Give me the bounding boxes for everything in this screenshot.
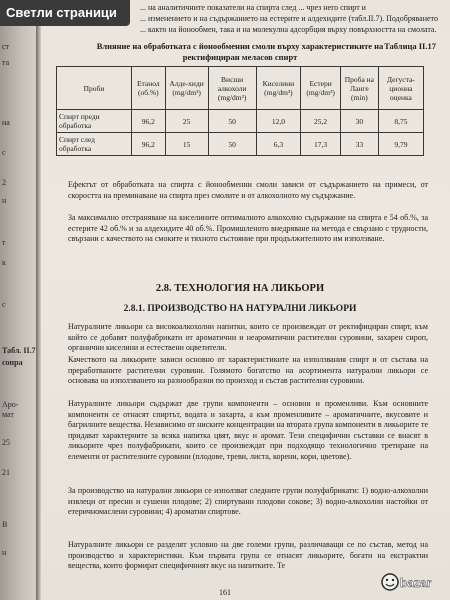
table-cell: 6,3 — [256, 133, 301, 156]
table-cell: 15 — [165, 133, 208, 156]
logo-text: bazar — [400, 576, 432, 590]
table-header-cell: Естери (mg/dm³) — [301, 67, 341, 110]
table-cell: 25,2 — [301, 110, 341, 133]
left-page-text: с — [2, 148, 6, 157]
page-number: 161 — [219, 588, 231, 597]
table-cell: 50 — [208, 110, 256, 133]
paragraph — [52, 213, 428, 245]
table-cell: 96,2 — [132, 133, 166, 156]
table-header-cell: Проби — [57, 67, 132, 110]
paragraph-text: Качеството на ликьорите зависи основно от характеристиките на използвания спирт и от състава на преработваните растителни суровини. Голямото богатство на асортимента натурални ликьори се основава на използването на разнообразни по произход и състав растителни суровини. — [68, 355, 428, 386]
paragraph — [52, 355, 428, 387]
book-spine — [36, 0, 41, 600]
table-cell: Спирт след обработка — [57, 133, 132, 156]
paragraph-text: За производство на натурални ликьори се използват следните групи полуфабрикати: 1) водно-алкохолни извлеци от пресни и сушени плодове; 2) спиртувани плодови сокове; 3) водно-алкохолни настойки от етеричномаслени суровини; 4) ароматни спиртове. — [68, 486, 428, 517]
table-cell: 17,3 — [301, 133, 341, 156]
left-page-edge — [0, 0, 38, 600]
table-cell: Спирт преди обработка — [57, 110, 132, 133]
paragraph-text: Натуралните ликьори съдържат две групи компоненти – основни и променливи. Към основните компоненти се отнасят спиртът, водата и захарта, а към променливите – ароматичните, вкусовите и багрилните вещества. Независимо от ниските концентрации на втората група компоненти в ликьорите те придават характерните за всяка напитка цвят, вкус и аромат. Тези специфични съставки се внасят в ликьорите чрез полуфабрикати, които се произвеждат при подходящо технологично третиране на елементи от растителните суровини (плодове, треви, листа, корени, кори, цветове). — [68, 399, 428, 461]
table-cell: 33 — [341, 133, 379, 156]
data-table — [56, 66, 424, 156]
table-header-cell: Проба на Ланге (min) — [341, 67, 379, 110]
paragraph-text: Натуралните ликьори се разделят условно на две големи групи, различаващи се по състав, метод на производство и характеристики. Към първата група се отнасят ликьорите, богати на екстрактни вещества, които формират специфичният вкус на напитките. Те — [68, 540, 428, 571]
table-cell: 25 — [165, 110, 208, 133]
left-page-text: та — [2, 58, 10, 67]
left-page-text: 25 — [2, 438, 10, 447]
paragraph — [52, 540, 428, 572]
table-subtitle: ректифициран меласов спирт — [182, 52, 298, 62]
subsection-heading: 2.8.1. ПРОИЗВОДСТВО НА НАТУРАЛНИ ЛИКЬОРИ — [123, 304, 357, 314]
paragraph — [52, 399, 428, 463]
left-page-text: В — [2, 520, 8, 529]
left-page-text: сопра — [2, 358, 23, 367]
section-heading: 2.8. ТЕХНОЛОГИЯ НА ЛИКЬОРИ — [155, 283, 325, 294]
table-row — [57, 110, 424, 133]
left-page-text: с — [2, 300, 6, 309]
paragraph-text: За максимално отстраняване на киселините оптималното алкохолно съдържание на спирта е 54 об.%, за естерите 42 об.% и за алдехидите 40 об.%. Промишленото внедряване на метода е свързано с трудности, свързани с качеството на смоките и тяхното състояние при продължителното им използване. — [68, 213, 428, 244]
table-label: Таблица II.17 — [384, 41, 436, 51]
table-row — [57, 133, 424, 156]
table-cell: 9,79 — [378, 133, 423, 156]
left-page-text: мат — [2, 410, 14, 419]
table-header-cell: Алде-хиди (mg/dm³) — [165, 67, 208, 110]
left-page-text: на — [2, 118, 10, 127]
left-page-text: н — [2, 196, 7, 205]
top-text-line: ... на аналитичните показатели на спирта след ... чрез него спирт и — [140, 3, 366, 12]
left-page-text: т — [2, 238, 6, 247]
left-page-text: 2 — [2, 178, 6, 187]
paragraph-text: Натуралните ликьори са високоалкохолни напитки, които се произвеждат от ректифициран спирт, към който се добавят полуфабрикати от ароматични и неароматични растителни суровини, захарен сироп, органични киселини и естествени оцветители. — [68, 322, 428, 353]
paragraph — [52, 322, 428, 354]
left-page-text: ст — [2, 42, 10, 51]
table-header-cell: Етанол (об.%) — [132, 67, 166, 110]
paragraph-text: Ефектът от обработката на спирта с йонообменни смоли зависи от съдържанието на примеси, от скоростта на преминаване на спирта през смолите и от алкохолното му съдържание. — [68, 180, 428, 200]
table-header-cell: Висши алкохоли (mg/dm³) — [208, 67, 256, 110]
left-page-text: Аро- — [2, 400, 19, 409]
table-cell: 96,2 — [132, 110, 166, 133]
table-header-cell: Дегуста-ционна оценка — [378, 67, 423, 110]
paragraph — [52, 486, 428, 518]
table-header-cell: Киселини (mg/dm³) — [256, 67, 301, 110]
table-cell: 12,0 — [256, 110, 301, 133]
table-cell: 30 — [341, 110, 379, 133]
left-page-text: 21 — [2, 468, 10, 477]
table-cell: 8,75 — [378, 110, 423, 133]
top-text-line: ... както на йонообмен, така и на молекулна адсорбция върху повърхността на смолата. — [140, 25, 437, 34]
left-page-text: Табл. II.7 — [2, 346, 36, 355]
table-header-row — [57, 67, 424, 110]
watermark: Светли страници — [0, 0, 130, 26]
paragraph — [52, 180, 428, 201]
left-page-text: к — [2, 258, 6, 267]
bazar-logo-icon — [380, 568, 444, 596]
table-title: Влияние на обработката с йонообменни смоли върху характеристиките на — [96, 41, 384, 51]
left-page-text: н — [2, 548, 7, 557]
top-text-line: ... изменението и на съдържанието на естерите и алдехидите (табл.II.7). Подобряването — [140, 14, 438, 23]
table-cell: 50 — [208, 133, 256, 156]
